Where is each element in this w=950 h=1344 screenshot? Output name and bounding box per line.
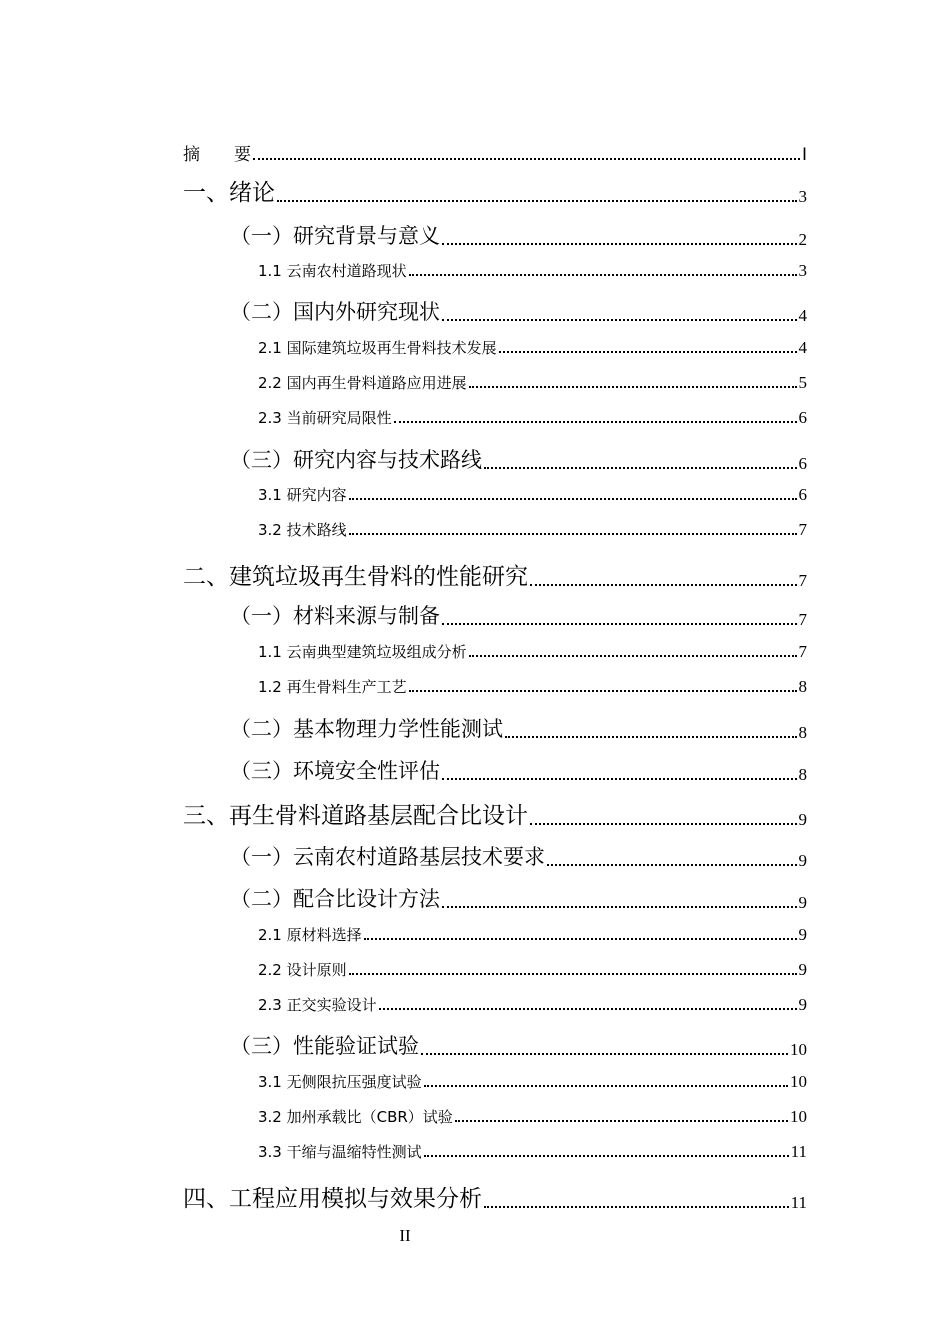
toc-entry-title: 2.2 设计原则 <box>258 961 347 979</box>
toc-entry[interactable] <box>0 1141 807 1162</box>
dot-leader <box>409 689 797 692</box>
toc-entry[interactable] <box>0 444 807 474</box>
toc-entry-title: （一）云南农村道路基层技术要求 <box>230 845 545 869</box>
dot-leader <box>442 622 797 625</box>
dot-leader <box>277 199 797 202</box>
toc-entry[interactable] <box>0 924 807 945</box>
toc-entry-page: 2 <box>798 230 807 249</box>
toc-entry-page: 6 <box>798 485 807 504</box>
toc-entry-title: 1.1 云南典型建筑垃圾组成分析 <box>258 643 467 661</box>
toc-entry-page: 10 <box>790 1107 807 1126</box>
toc-entry[interactable] <box>0 600 807 630</box>
dot-leader <box>424 1084 788 1087</box>
dot-leader <box>409 273 797 276</box>
toc-entry-page: 9 <box>798 893 807 912</box>
toc-entry-page: 10 <box>790 1072 807 1091</box>
dot-leader <box>547 863 797 866</box>
dot-leader <box>442 242 797 245</box>
toc-entry-page: 9 <box>798 925 807 944</box>
toc-entry[interactable] <box>0 296 807 326</box>
toc-entry-title: 3.3 干缩与温缩特性测试 <box>258 1143 422 1161</box>
dot-leader <box>442 318 797 321</box>
dot-leader <box>484 466 797 469</box>
toc-entry[interactable] <box>0 519 807 540</box>
toc-entry[interactable] <box>0 558 807 591</box>
toc-entry[interactable] <box>0 140 807 165</box>
dot-leader <box>379 1007 797 1010</box>
toc-entry[interactable] <box>0 883 807 913</box>
dot-leader <box>530 583 797 586</box>
toc-entry-page: 9 <box>798 995 807 1014</box>
toc-entry-title: 四、工程应用模拟与效果分析 <box>183 1186 482 1212</box>
dot-leader <box>469 385 797 388</box>
toc-entry[interactable] <box>0 407 807 428</box>
dot-leader <box>484 1205 789 1208</box>
toc-entry-page: 6 <box>798 408 807 427</box>
dot-leader <box>530 822 797 825</box>
toc-entry[interactable] <box>0 959 807 980</box>
toc-entry[interactable] <box>0 174 807 207</box>
dot-leader <box>424 1154 789 1157</box>
toc-entry[interactable] <box>0 337 807 358</box>
toc-entry-title: 2.1 原材料选择 <box>258 926 362 944</box>
toc-entry-page: 6 <box>798 454 807 473</box>
toc-entry-title: 摘 要 <box>183 145 251 165</box>
toc-entry[interactable] <box>0 1106 807 1127</box>
toc-entry-page: 8 <box>798 677 807 696</box>
page-number: II <box>399 1226 411 1245</box>
toc-entry-title: 1.1 云南农村道路现状 <box>258 262 407 280</box>
toc-entry-title: 1.2 再生骨料生产工艺 <box>258 678 407 696</box>
dot-leader <box>349 972 797 975</box>
toc-entry-page: 9 <box>798 851 807 870</box>
dot-leader <box>349 497 797 500</box>
toc-entry-page: 8 <box>798 765 807 784</box>
toc-entry-title: （二）基本物理力学性能测试 <box>230 717 503 741</box>
toc-entry[interactable] <box>0 1180 807 1213</box>
toc-entry-title: 3.1 无侧限抗压强度试验 <box>258 1073 422 1091</box>
dot-leader <box>349 532 797 535</box>
toc-entry[interactable] <box>0 260 807 281</box>
toc-entry-page: 7 <box>798 610 807 629</box>
toc-entry-page: 11 <box>790 1142 807 1161</box>
toc-entry-title: 2.3 当前研究局限性 <box>258 409 392 427</box>
toc-entry-page: 7 <box>798 520 807 539</box>
toc-entry-page: 8 <box>798 723 807 742</box>
toc-entry-title: 3.1 研究内容 <box>258 486 347 504</box>
dot-leader <box>421 1052 788 1055</box>
toc-entry[interactable] <box>0 994 807 1015</box>
toc-entry-page: 7 <box>798 571 807 590</box>
toc-entry-title: 2.2 国内再生骨料道路应用进展 <box>258 374 467 392</box>
toc-entry[interactable] <box>0 676 807 697</box>
toc-entry-title: 一、绪论 <box>183 180 275 206</box>
toc-entry-title: （一）材料来源与制备 <box>230 604 440 628</box>
toc-entry-title: （三）性能验证试验 <box>230 1034 419 1058</box>
dot-leader <box>442 905 797 908</box>
toc-entry[interactable] <box>0 220 807 250</box>
toc-entry-title: （一）研究背景与意义 <box>230 224 440 248</box>
toc-entry[interactable] <box>0 1071 807 1092</box>
toc-entry-title: （二）国内外研究现状 <box>230 300 440 324</box>
toc-entry[interactable] <box>0 797 807 830</box>
toc-entry-page: 4 <box>798 306 807 325</box>
dot-leader <box>469 654 797 657</box>
toc-entry-page: 10 <box>790 1040 807 1059</box>
toc-entry[interactable] <box>0 1030 807 1060</box>
dot-leader <box>253 157 800 160</box>
toc-entry-title: 二、建筑垃圾再生骨料的性能研究 <box>183 564 528 590</box>
toc-entry[interactable] <box>0 841 807 871</box>
toc-entry-title: 3.2 技术路线 <box>258 521 347 539</box>
dot-leader <box>442 777 797 780</box>
toc-entry-page: 4 <box>798 338 807 357</box>
toc-entry-title: （三）环境安全性评估 <box>230 759 440 783</box>
toc-entry[interactable] <box>0 641 807 662</box>
toc-entry-title: 2.3 正交实验设计 <box>258 996 377 1014</box>
toc-entry-page: 3 <box>798 187 807 206</box>
toc-entry-page: 5 <box>798 373 807 392</box>
toc-entry-page: 3 <box>798 261 807 280</box>
toc-entry-title: （三）研究内容与技术路线 <box>230 448 482 472</box>
dot-leader <box>394 420 797 423</box>
dot-leader <box>455 1119 788 1122</box>
toc-entry-page: 9 <box>798 960 807 979</box>
toc-entry-page: 7 <box>798 642 807 661</box>
dot-leader <box>499 350 797 353</box>
toc-entry-page: 9 <box>798 810 807 829</box>
toc-entry-title: （二）配合比设计方法 <box>230 887 440 911</box>
dot-leader <box>364 937 797 940</box>
toc-entry[interactable] <box>0 713 807 743</box>
toc-entry-title: 2.1 国际建筑垃圾再生骨料技术发展 <box>258 339 497 357</box>
toc-entry[interactable] <box>0 755 807 785</box>
toc-entry-title: 三、再生骨料道路基层配合比设计 <box>183 803 528 829</box>
dot-leader <box>505 735 797 738</box>
toc-entry-page: Ⅰ <box>801 145 807 164</box>
toc-entry-title: 3.2 加州承载比（CBR）试验 <box>258 1108 453 1126</box>
toc-entry[interactable] <box>0 372 807 393</box>
toc-entry[interactable] <box>0 484 807 505</box>
toc-entry-page: 11 <box>790 1193 807 1212</box>
